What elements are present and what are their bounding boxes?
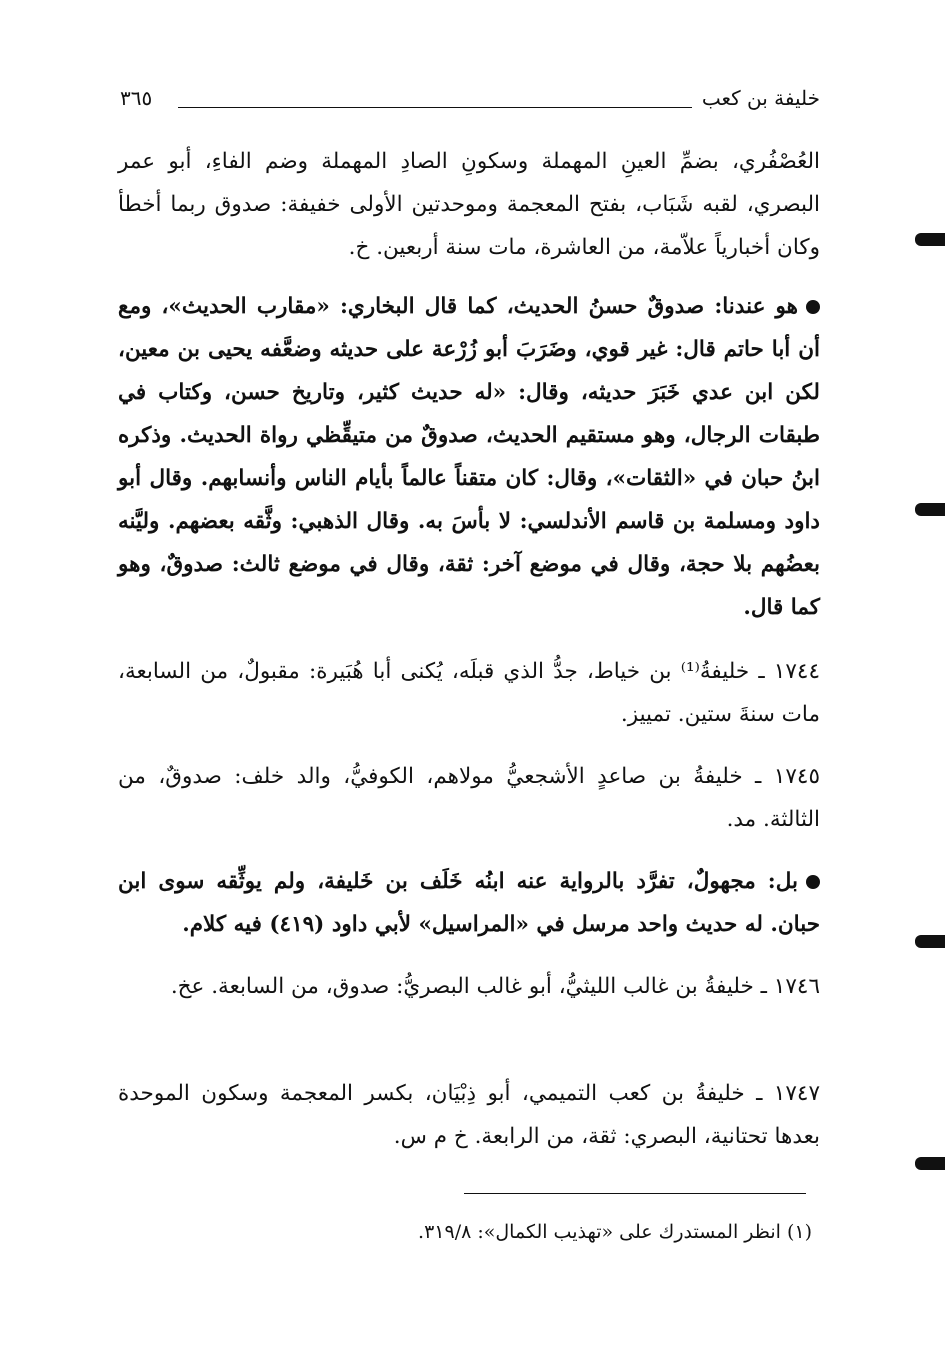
entry-1743-continuation: العُصْفُري، بضمِّ العينِ المهملة وسكونِ الصادِ المهملة وضم الفاءِ، أبو عمر البصري، لقبه شَبَاب، بفتح المعجمة وموحدتين الأولى خفيفة: صدوق ربما أخطأ وكان أخبارياً علاّمة، من العاشرة، مات سنة أربعين. خ. — [118, 149, 820, 260]
entry-1747: ١٧٤٧ ـ خليفةُ بن كعب التميمي، أبو ذِبْيَان، بكسر المعجمة وسكون الموحدة بعدها تحتانية، البصري: ثقة، من الرابعة. خ م س. — [118, 1081, 820, 1149]
bullet-icon — [806, 875, 820, 889]
commentary-1745-text: بل: مجهولٌ، تفرَّد بالرواية عنه ابنُه خَلَف بن خَليفة، ولم يوثِّقه سوى ابن حبان. له حديث واحد مرسل في «المراسيل» لأبي داود (٤١٩) فيه كلام. — [118, 869, 820, 937]
running-title: خليفة بن كعب — [701, 86, 820, 110]
running-header — [120, 86, 820, 122]
entry-1745: ١٧٤٥ ـ خليفةُ بن صاعدٍ الأشجعيُّ مولاهم، الكوفيُّ، والد خلف: صدوقٌ، من الثالثة. مد. — [118, 764, 820, 832]
edge-mark — [915, 1157, 945, 1170]
entry-1744: ١٧٤٤ ـ خليفةُ⁽¹⁾ بن خياط، جدُّ الذي قبلَه، يُكنى أبا هُبَيرة: مقبولٌ، من السابعة، مات سنةَ ستين. تمييز. — [118, 659, 820, 727]
page-number: ٣٦٥ — [120, 86, 153, 110]
bullet-icon — [806, 300, 820, 314]
commentary-1743 — [118, 285, 820, 629]
footnote: (١) انظر المستدرك على «تهذيب الكمال»: ٣١٩/٨. — [418, 1221, 812, 1243]
edge-mark — [915, 233, 945, 246]
commentary-1745 — [118, 860, 820, 946]
commentary-1743-text: هو عندنا: صدوقٌ حسنُ الحديث، كما قال البخاري: «مقارب الحديث»، ومع أن أبا حاتم قال: غير قوي، وضَرَبَ أبو زُرْعة على حديثه وضعَّفه يحيى بن معين، لكن ابن عدي خَبَرَ حديثه، وقال: «له حديث كثير، وتاريخ حسن، وكتاب في طبقات الرجال، وهو مستقيم الحديث، صدوقٌ من متيقِّظي رواة الحديث. وذكره ابنُ حبان في «الثقات»، وقال: كان متقناً عالماً بأيام الناس وأنسابهم. وقال أبو داود ومسلمة بن قاسم الأندلسي: لا بأسَ به. وقال الذهبي: وثَّقه بعضهم. وليَّنه بعضُهم بلا حجة، وقال في موضع آخر: ثقة، وقال في موضع ثالث: صدوقٌ، وهو كما قال. — [118, 294, 820, 620]
edge-mark — [915, 935, 945, 948]
header-rule — [178, 107, 692, 108]
edge-mark — [915, 503, 945, 516]
entry-1746: ١٧٤٦ ـ خليفةُ بن غالب الليثيُّ، أبو غالب البصريُّ: صدوق، من السابعة. عخ. — [170, 974, 820, 999]
footnote-rule — [464, 1193, 806, 1194]
